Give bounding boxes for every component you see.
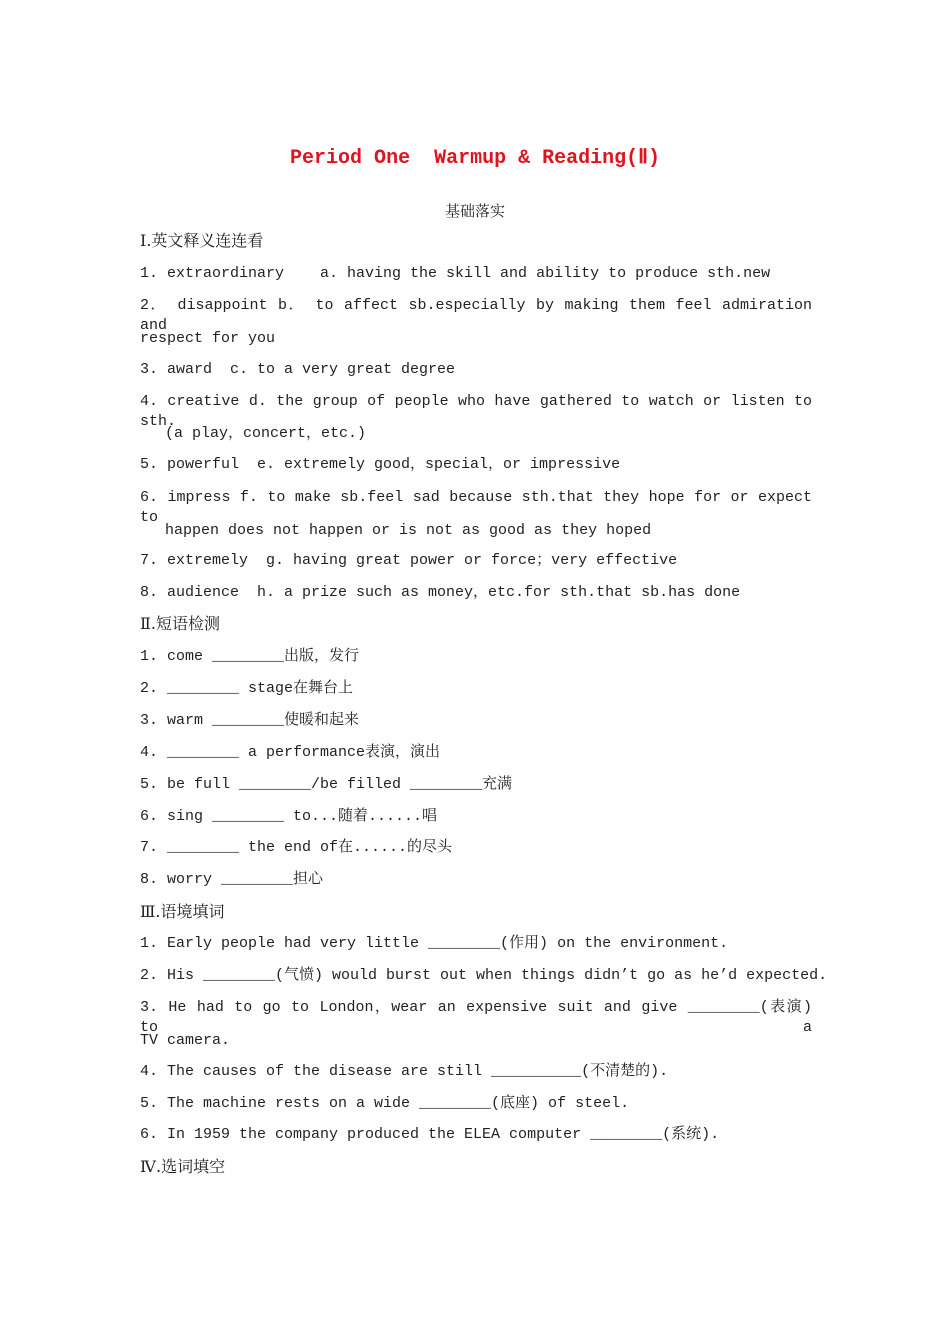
section-3-line: 6. In 1959 the company produced the ELEA computer ________(系统). (140, 1126, 720, 1143)
section-1-line: 6. impress f. to make sb.feel sad because sth.that they hope for or expect to (140, 489, 812, 526)
section-1-line: (a play，concert，etc.) (165, 425, 367, 442)
section-1-line: 3. award c. to a very great degree (140, 361, 456, 378)
section-3-line: 3. He had to go to London，wear an expensive suit and give ________(表演) to a (140, 999, 812, 1036)
section-3-line: TV camera. (140, 1032, 231, 1049)
page-subtitle: 基础落实 (444, 202, 505, 220)
section-2-line: 2. ________ stage在舞台上 (140, 680, 354, 697)
section-1-heading: Ⅰ.英文释义连连看 (140, 231, 264, 250)
section-2-line: 6. sing ________ to...随着......唱 (140, 808, 438, 825)
section-1-line: 8. audience h. a prize such as money，etc.for sth.that sb.has done (140, 584, 741, 601)
section-1-line: 1. extraordinary a. having the skill and ability to produce sth.new (140, 265, 771, 282)
section-2-line: 1. come ________出版，发行 (140, 648, 360, 665)
section-2-line: 7. ________ the end of在......的尽头 (140, 839, 453, 856)
section-2-heading: Ⅱ.短语检测 (140, 614, 220, 633)
section-2-line: 4. ________ a performance表演，演出 (140, 744, 441, 761)
section-2-line: 8. worry ________担心 (140, 871, 324, 888)
section-1-line: 2． disappoint b． to affect sb.especially by making them feel admiration and (140, 297, 812, 334)
section-1-line: respect for you (140, 330, 276, 347)
section-1-line: 5. powerful e. extremely good，special，or impressive (140, 456, 621, 473)
section-3-line: 5. The machine rests on a wide ________(底座) of steel. (140, 1095, 630, 1112)
section-1-line: 7. extremely g. having great power or force；very effective (140, 552, 678, 569)
section-4-heading: Ⅳ.选词填空 (140, 1157, 226, 1176)
page-title: Period One Warmup & Reading(Ⅱ) (290, 147, 660, 170)
section-3-line: 4. The causes of the disease are still __________(不清楚的). (140, 1063, 669, 1080)
section-2-line: 3. warm ________使暖和起来 (140, 712, 360, 729)
section-3-line: 1. Early people had very little ________(作用) on the environment. (140, 935, 729, 952)
section-3-line: 2. His ________(气愤) would burst out when things didn’t go as he’d expected. (140, 967, 828, 984)
section-3-heading: Ⅲ.语境填词 (140, 902, 225, 921)
section-2-line: 5. be full ________/be filled ________充满 (140, 776, 513, 793)
section-1-line: 4. creative d. the group of people who have gathered to watch or listen to sth. (140, 393, 812, 430)
section-1-line: happen does not happen or is not as good as they hoped (165, 522, 652, 539)
